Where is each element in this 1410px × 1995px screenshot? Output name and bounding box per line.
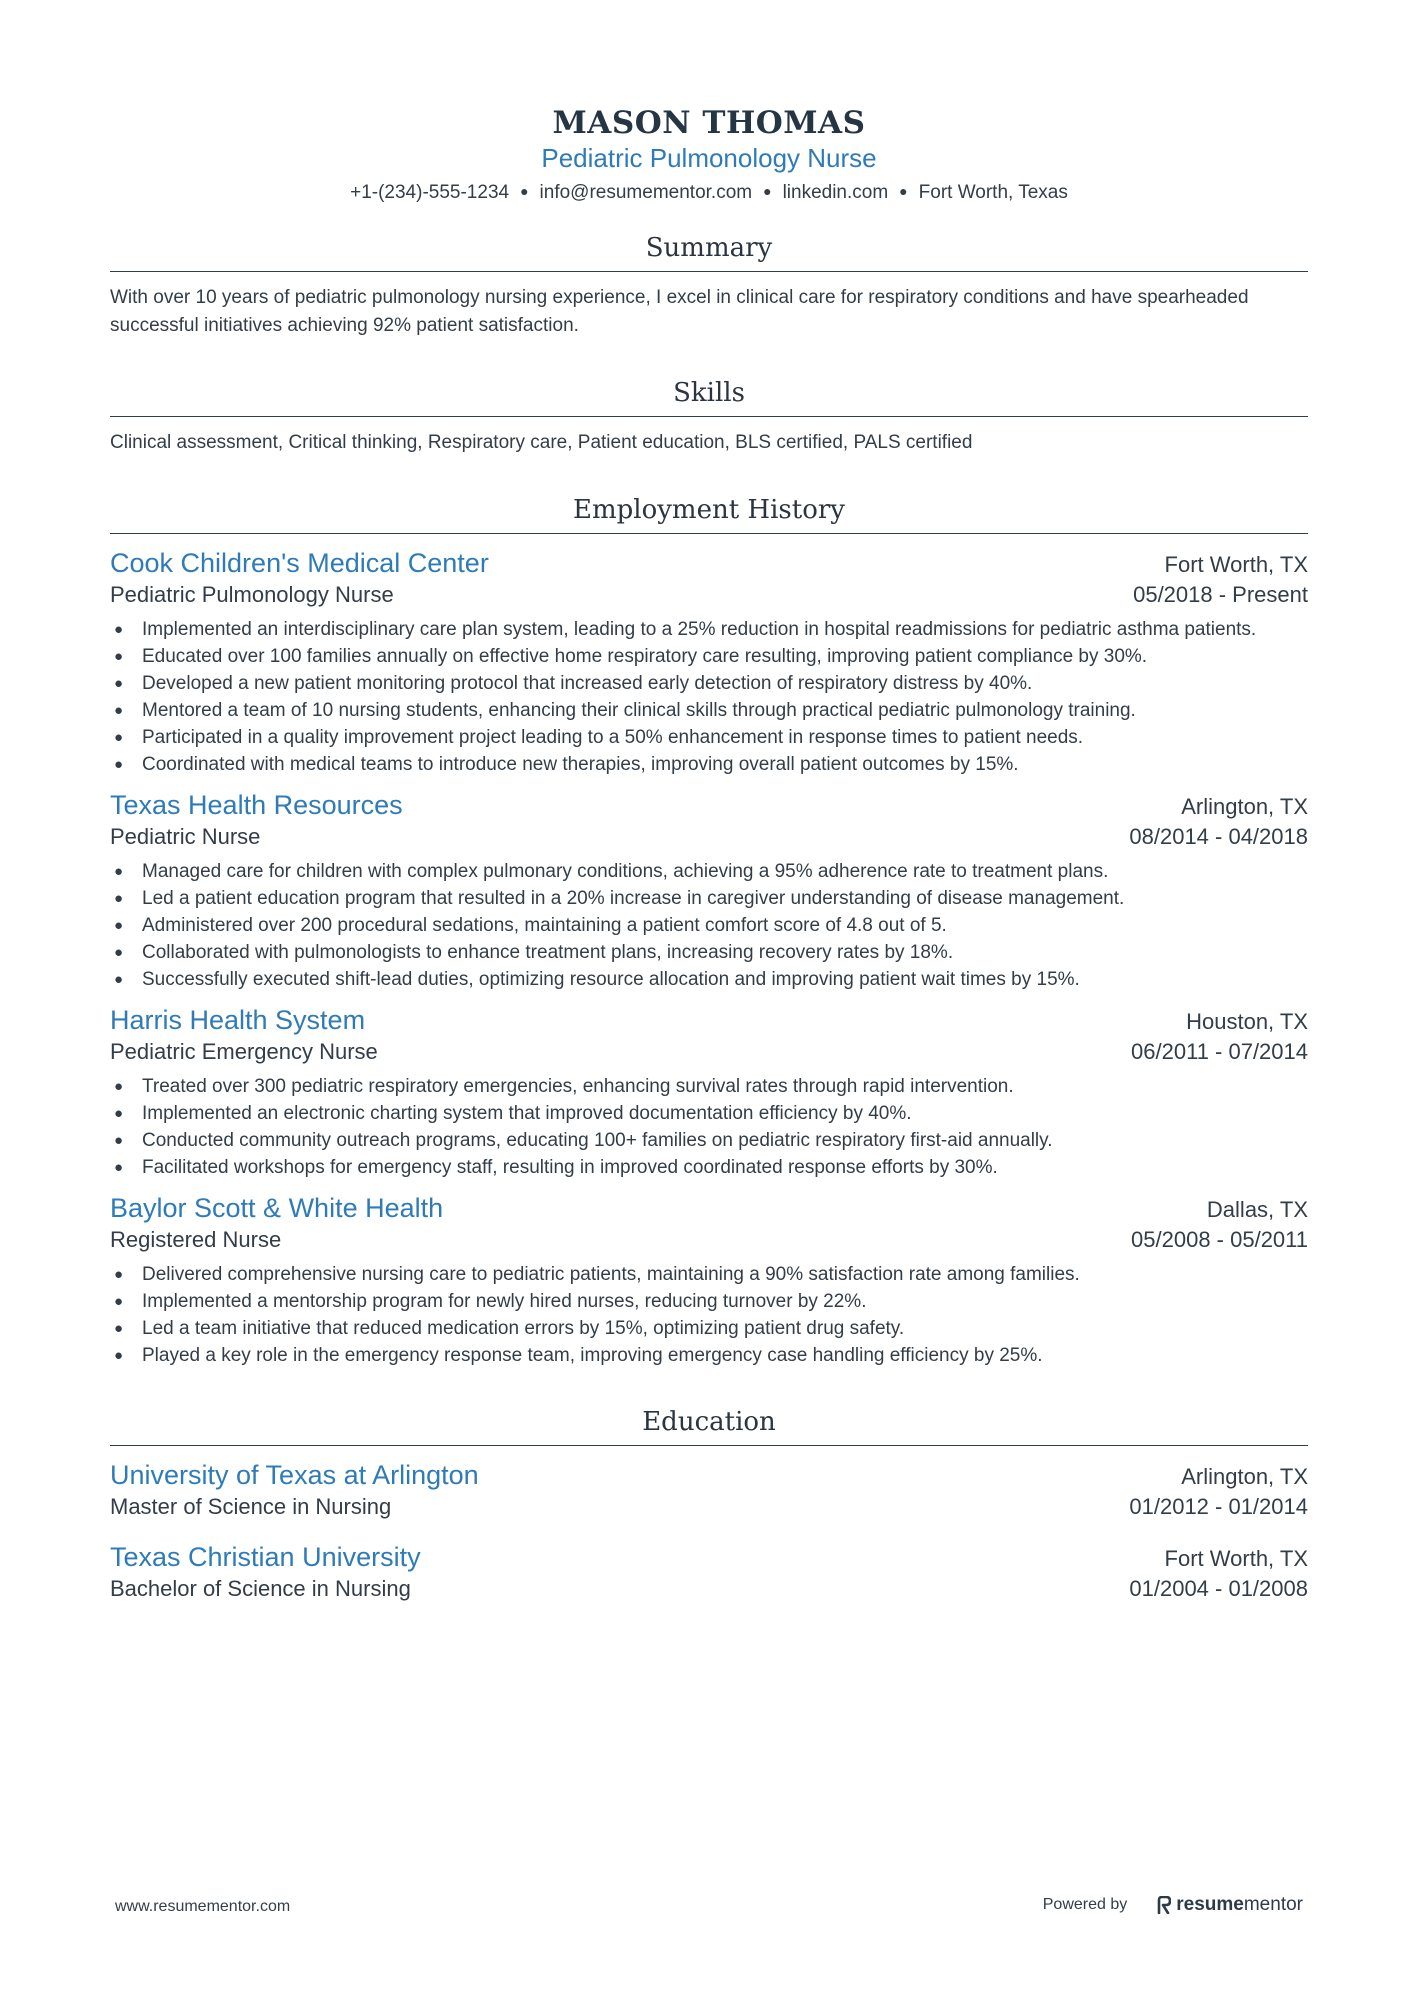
resumementor-logo[interactable] bbox=[1157, 1894, 1303, 1916]
degree: Bachelor of Science in Nursing bbox=[110, 1576, 411, 1601]
job-location: Arlington, TX bbox=[1181, 794, 1308, 819]
section-divider bbox=[110, 416, 1308, 417]
job-bullets bbox=[110, 1073, 1308, 1181]
job-location: Dallas, TX bbox=[1206, 1197, 1308, 1222]
list-item: ● Successfully executed shift-lead duties, optimizing resource allocation and improving patient wait times by 15%. bbox=[114, 969, 1080, 990]
list-item: ● Participated in a quality improvement project leading to a 50% enhancement in response times to patient needs. bbox=[114, 727, 1084, 748]
employer-name: Texas Health Resources bbox=[110, 790, 403, 820]
list-item: ● Collaborated with pulmonologists to enhance treatment plans, increasing recovery rates by 18%. bbox=[114, 942, 954, 963]
list-item: ● Managed care for children with complex pulmonary conditions, achieving a 95% adherence rate to treatment plans. bbox=[114, 861, 1109, 882]
logo-text-mentor: mentor bbox=[1243, 1894, 1303, 1915]
list-item: ● Treated over 300 pediatric respiratory emergencies, enhancing survival rates through rapid intervention. bbox=[114, 1076, 1014, 1097]
list-item: ● Educated over 100 families annually on effective home respiratory care resulting, improving patient compliance by 30%. bbox=[114, 646, 1148, 667]
bullet-separator: ● bbox=[763, 183, 772, 199]
resume-header bbox=[110, 0, 1308, 206]
job-dates: 08/2014 - 04/2018 bbox=[1129, 824, 1308, 849]
list-item: ● Coordinated with medical teams to introduce new therapies, improving overall patient outcomes by 15%. bbox=[114, 754, 1019, 775]
degree: Master of Science in Nursing bbox=[110, 1494, 392, 1519]
employer-name: Baylor Scott & White Health bbox=[110, 1193, 444, 1223]
education-dates: 01/2012 - 01/2014 bbox=[1129, 1494, 1308, 1519]
job-location: Houston, TX bbox=[1186, 1009, 1308, 1034]
summary-text: With over 10 years of pediatric pulmonology nursing experience, I excel in clinical care for respiratory conditions and have spearheaded successful initiatives achieving 92% patient satisfaction. bbox=[110, 287, 1249, 336]
contact-email[interactable]: info@resumementor.com bbox=[539, 182, 753, 203]
job-dates: 06/2011 - 07/2014 bbox=[1131, 1039, 1308, 1064]
education-entry bbox=[110, 1540, 1308, 1604]
list-item: ● Mentored a team of 10 nursing students, enhancing their clinical skills through practical pediatric pulmonology training. bbox=[114, 700, 1136, 721]
section-divider bbox=[110, 271, 1308, 272]
list-item: ● Led a patient education program that resulted in a 20% increase in caregiver understanding of disease management. bbox=[114, 888, 1125, 909]
contact-location: Fort Worth, Texas bbox=[918, 182, 1068, 203]
list-item: ● Facilitated workshops for emergency staff, resulting in improved coordinated response efforts by 30%. bbox=[114, 1157, 998, 1178]
list-item: ● Developed a new patient monitoring protocol that increased early detection of respiratory distress by 40%. bbox=[114, 673, 1033, 694]
skills-section bbox=[110, 376, 1308, 457]
education-entry bbox=[110, 1458, 1308, 1522]
section-divider bbox=[110, 1445, 1308, 1446]
job-role: Pediatric Nurse bbox=[110, 824, 261, 849]
powered-by-text: Powered by bbox=[1042, 1896, 1128, 1913]
footer-website[interactable]: www.resumementor.com bbox=[115, 1898, 291, 1915]
school-location: Arlington, TX bbox=[1181, 1464, 1308, 1489]
list-item: ● Administered over 200 procedural sedations, maintaining a patient comfort score of 4.8 out of 5. bbox=[114, 915, 947, 936]
job-location: Fort Worth, TX bbox=[1164, 552, 1308, 577]
education-dates: 01/2004 - 01/2008 bbox=[1129, 1576, 1308, 1601]
employer-name: Cook Children's Medical Center bbox=[110, 548, 489, 578]
job-role: Pediatric Emergency Nurse bbox=[110, 1039, 378, 1064]
section-heading-skills: Skills bbox=[673, 378, 745, 408]
employment-section bbox=[110, 493, 1308, 1369]
list-item: ● Conducted community outreach programs, educating 100+ families on pediatric respiratory first-aid annually. bbox=[114, 1130, 1053, 1151]
job-role: Registered Nurse bbox=[110, 1227, 282, 1252]
resumementor-logo-icon bbox=[1157, 1896, 1171, 1914]
school-name: Texas Christian University bbox=[110, 1542, 421, 1572]
skills-text: Clinical assessment, Critical thinking, Respiratory care, Patient education, BLS certified, PALS certified bbox=[110, 432, 973, 453]
section-heading-education: Education bbox=[642, 1407, 776, 1437]
education-section bbox=[110, 1405, 1308, 1604]
candidate-title: Pediatric Pulmonology Nurse bbox=[541, 143, 877, 173]
school-name: University of Texas at Arlington bbox=[110, 1460, 479, 1490]
job-bullets bbox=[110, 858, 1308, 993]
list-item: ● Led a team initiative that reduced medication errors by 15%, optimizing patient drug safety. bbox=[114, 1318, 905, 1339]
school-location: Fort Worth, TX bbox=[1164, 1546, 1308, 1571]
job-role: Pediatric Pulmonology Nurse bbox=[110, 582, 394, 607]
job-dates: 05/2018 - Present bbox=[1133, 582, 1308, 607]
job-dates: 05/2008 - 05/2011 bbox=[1131, 1227, 1308, 1252]
section-heading-employment: Employment History bbox=[573, 495, 845, 525]
list-item: ● Implemented an interdisciplinary care plan system, leading to a 25% reduction in hospital readmissions for pediatric asthma patients. bbox=[114, 619, 1257, 640]
job-entry bbox=[110, 788, 1308, 993]
logo-text-resume: resume bbox=[1176, 1894, 1244, 1915]
resume-page bbox=[110, 0, 1308, 1604]
list-item: ● Implemented a mentorship program for newly hired nurses, reducing turnover by 22%. bbox=[114, 1291, 867, 1312]
bullet-separator: ● bbox=[520, 183, 529, 199]
list-item: ● Played a key role in the emergency response team, improving emergency case handling efficiency by 25%. bbox=[114, 1345, 1043, 1366]
employer-name: Harris Health System bbox=[110, 1005, 366, 1035]
job-bullets bbox=[110, 1261, 1308, 1369]
job-entry bbox=[110, 1003, 1308, 1181]
section-heading-summary: Summary bbox=[645, 233, 773, 263]
job-bullets bbox=[110, 616, 1308, 778]
bullet-separator: ● bbox=[899, 183, 908, 199]
list-item: ● Implemented an electronic charting system that improved documentation efficiency by 40%. bbox=[114, 1103, 912, 1124]
contact-phone: +1-(234)-555-1234 bbox=[350, 182, 510, 203]
job-entry bbox=[110, 546, 1308, 778]
footer-branding bbox=[1043, 1894, 1303, 1916]
section-divider bbox=[110, 533, 1308, 534]
summary-section bbox=[110, 231, 1308, 340]
candidate-name: MASON THOMAS bbox=[552, 105, 866, 141]
contact-line bbox=[110, 178, 1308, 206]
job-entry bbox=[110, 1191, 1308, 1369]
list-item: ● Delivered comprehensive nursing care to pediatric patients, maintaining a 90% satisfaction rate among families. bbox=[114, 1264, 1080, 1285]
contact-linkedin[interactable]: linkedin.com bbox=[782, 182, 889, 203]
